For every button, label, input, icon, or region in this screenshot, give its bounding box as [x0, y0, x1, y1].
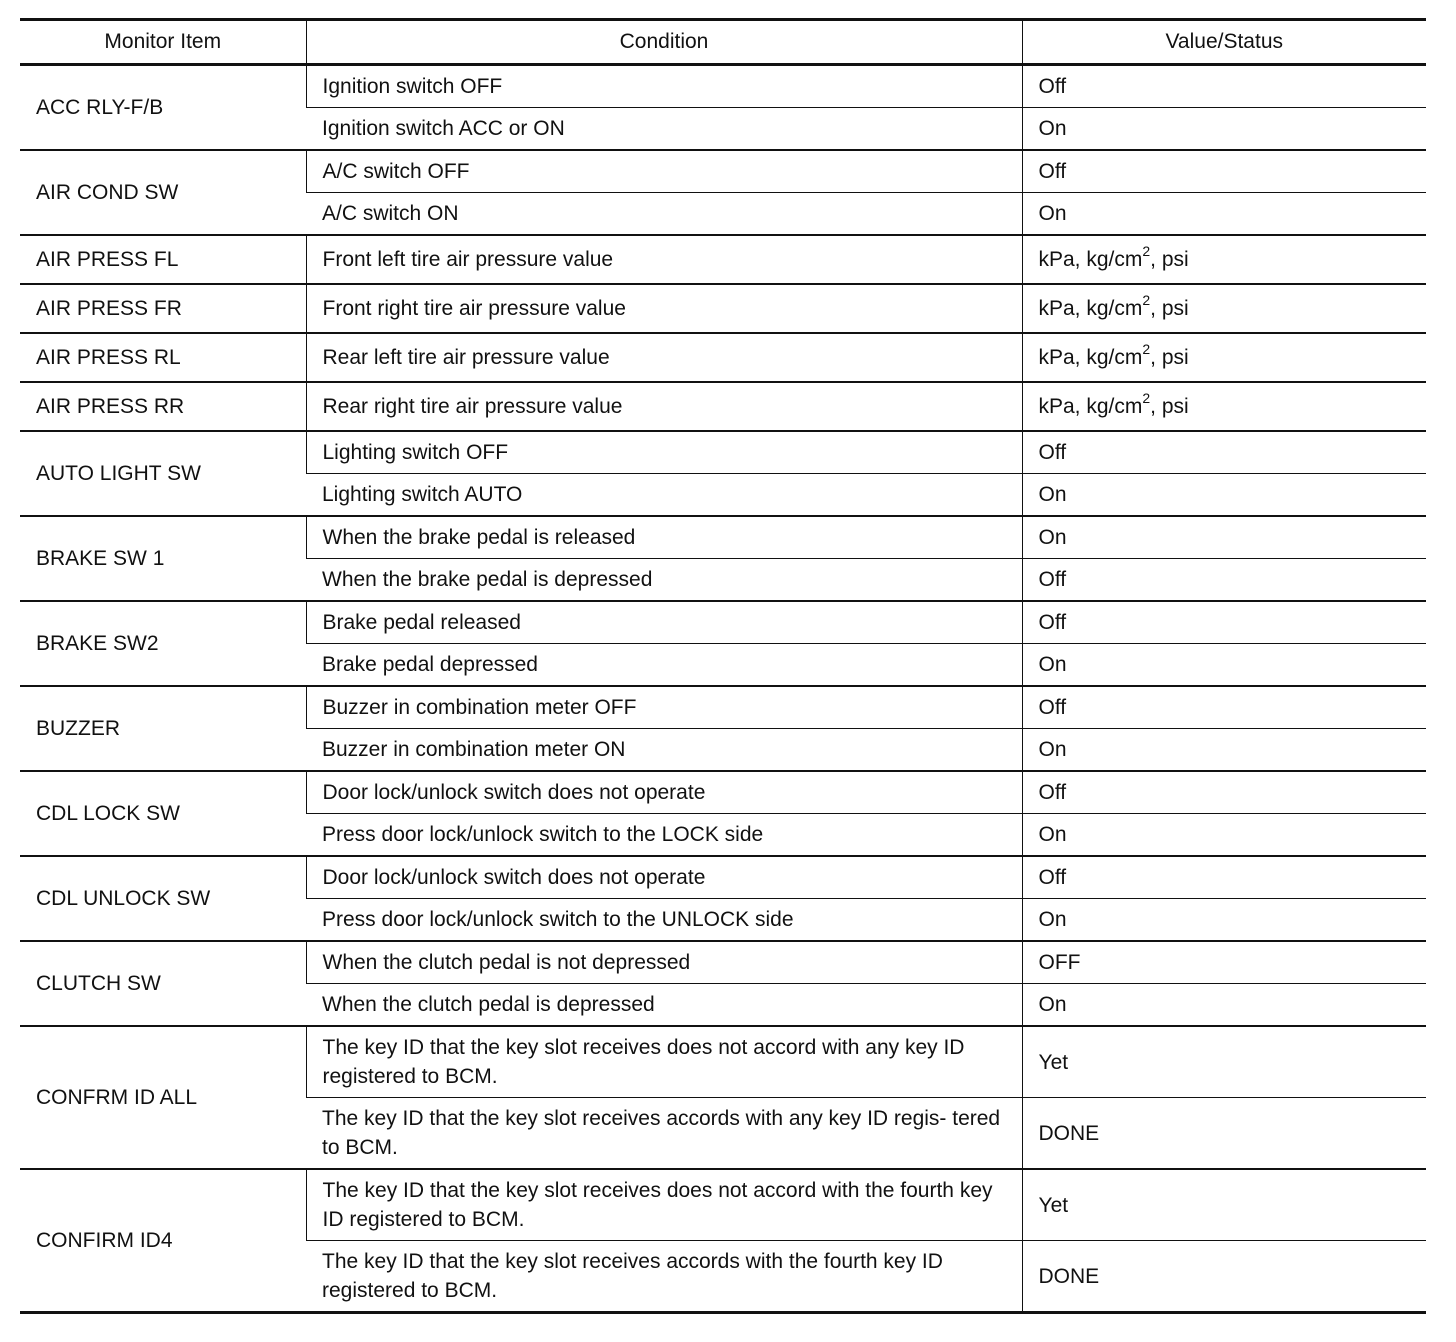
- pressure-unit-exponent: 2: [1142, 390, 1151, 406]
- condition-cell: Press door lock/unlock switch to the LOCK side: [306, 814, 1022, 857]
- value-cell: [1022, 284, 1426, 333]
- pressure-unit-exponent: 2: [1142, 243, 1151, 259]
- table-row: [20, 65, 1426, 108]
- table-row: [20, 516, 1426, 559]
- pressure-unit-exponent: 2: [1142, 292, 1151, 308]
- condition-cell: When the brake pedal is released: [306, 516, 1022, 559]
- condition-cell: The key ID that the key slot receives accords with any key ID regis- tered to BCM.: [306, 1098, 1022, 1170]
- condition-cell: A/C switch ON: [306, 193, 1022, 236]
- table-row: [20, 235, 1426, 284]
- table-row: [20, 856, 1426, 899]
- condition-cell: When the brake pedal is depressed: [306, 559, 1022, 602]
- condition-cell: Ignition switch ACC or ON: [306, 108, 1022, 151]
- table-row: [20, 601, 1426, 644]
- condition-cell: Brake pedal released: [306, 601, 1022, 644]
- pressure-unit-suffix: , psi: [1150, 346, 1189, 369]
- value-cell: On: [1022, 729, 1426, 772]
- value-cell: Off: [1022, 559, 1426, 602]
- table-row: [20, 1026, 1426, 1098]
- condition-cell: The key ID that the key slot receives accords with the fourth key ID registered to BCM.: [306, 1241, 1022, 1313]
- condition-cell: Buzzer in combination meter OFF: [306, 686, 1022, 729]
- pressure-unit-suffix: , psi: [1150, 248, 1189, 271]
- header-monitor-item: Monitor Item: [20, 20, 306, 65]
- pressure-unit-prefix: kPa, kg/cm: [1038, 297, 1143, 320]
- value-cell: Off: [1022, 601, 1426, 644]
- value-cell: Off: [1022, 771, 1426, 814]
- monitor-item-cell: CDL UNLOCK SW: [20, 856, 306, 941]
- value-cell: DONE: [1022, 1241, 1426, 1313]
- condition-cell: When the clutch pedal is not depressed: [306, 941, 1022, 984]
- value-cell: DONE: [1022, 1098, 1426, 1170]
- monitor-item-cell: AIR PRESS FL: [20, 235, 306, 284]
- value-cell: On: [1022, 814, 1426, 857]
- value-cell: [1022, 382, 1426, 431]
- monitor-item-cell: AIR COND SW: [20, 150, 306, 235]
- value-cell: On: [1022, 108, 1426, 151]
- pressure-unit-suffix: , psi: [1150, 395, 1189, 418]
- table-header-row: [20, 20, 1426, 65]
- monitor-item-cell: CLUTCH SW: [20, 941, 306, 1026]
- value-cell: OFF: [1022, 941, 1426, 984]
- monitor-item-cell: BUZZER: [20, 686, 306, 771]
- condition-cell: The key ID that the key slot receives does not accord with any key ID registered to BCM.: [306, 1026, 1022, 1098]
- header-condition: Condition: [306, 20, 1022, 65]
- condition-cell: Brake pedal depressed: [306, 644, 1022, 687]
- monitor-item-cell: AIR PRESS FR: [20, 284, 306, 333]
- condition-cell: Rear right tire air pressure value: [306, 382, 1022, 431]
- monitor-item-cell: AIR PRESS RR: [20, 382, 306, 431]
- header-value-status: Value/Status: [1022, 20, 1426, 65]
- value-cell: Off: [1022, 686, 1426, 729]
- monitor-item-cell: BRAKE SW2: [20, 601, 306, 686]
- pressure-unit-prefix: kPa, kg/cm: [1038, 346, 1143, 369]
- condition-cell: Ignition switch OFF: [306, 65, 1022, 108]
- table-row: [20, 150, 1426, 193]
- condition-cell: Front right tire air pressure value: [306, 284, 1022, 333]
- table-row: [20, 1169, 1426, 1241]
- value-cell: Yet: [1022, 1169, 1426, 1241]
- monitor-item-cell: AIR PRESS RL: [20, 333, 306, 382]
- table-row: [20, 941, 1426, 984]
- table-row: [20, 333, 1426, 382]
- monitor-item-cell: AUTO LIGHT SW: [20, 431, 306, 516]
- value-cell: On: [1022, 984, 1426, 1027]
- table-row: [20, 382, 1426, 431]
- value-cell: Yet: [1022, 1026, 1426, 1098]
- pressure-unit-suffix: , psi: [1150, 297, 1189, 320]
- table-row: [20, 686, 1426, 729]
- pressure-unit-exponent: 2: [1142, 341, 1151, 357]
- condition-cell: Lighting switch AUTO: [306, 474, 1022, 517]
- value-cell: On: [1022, 474, 1426, 517]
- condition-cell: A/C switch OFF: [306, 150, 1022, 193]
- condition-cell: When the clutch pedal is depressed: [306, 984, 1022, 1027]
- condition-cell: The key ID that the key slot receives does not accord with the fourth key ID registered to BCM.: [306, 1169, 1022, 1241]
- condition-cell: Buzzer in combination meter ON: [306, 729, 1022, 772]
- condition-cell: Door lock/unlock switch does not operate: [306, 856, 1022, 899]
- condition-cell: Door lock/unlock switch does not operate: [306, 771, 1022, 814]
- monitor-item-cell: CONFIRM ID4: [20, 1169, 306, 1313]
- monitor-table: [20, 18, 1426, 1314]
- value-cell: On: [1022, 193, 1426, 236]
- pressure-unit-prefix: kPa, kg/cm: [1038, 248, 1143, 271]
- value-cell: On: [1022, 899, 1426, 942]
- value-cell: [1022, 333, 1426, 382]
- condition-cell: Lighting switch OFF: [306, 431, 1022, 474]
- condition-cell: Front left tire air pressure value: [306, 235, 1022, 284]
- monitor-item-cell: ACC RLY-F/B: [20, 65, 306, 151]
- monitor-table-container: [20, 18, 1426, 1314]
- pressure-unit-prefix: kPa, kg/cm: [1038, 395, 1143, 418]
- value-cell: On: [1022, 644, 1426, 687]
- value-cell: [1022, 235, 1426, 284]
- monitor-item-cell: CDL LOCK SW: [20, 771, 306, 856]
- value-cell: Off: [1022, 431, 1426, 474]
- table-row: [20, 771, 1426, 814]
- condition-cell: Rear left tire air pressure value: [306, 333, 1022, 382]
- monitor-item-cell: CONFRM ID ALL: [20, 1026, 306, 1169]
- table-row: [20, 431, 1426, 474]
- condition-cell: Press door lock/unlock switch to the UNLOCK side: [306, 899, 1022, 942]
- monitor-item-cell: BRAKE SW 1: [20, 516, 306, 601]
- value-cell: On: [1022, 516, 1426, 559]
- value-cell: Off: [1022, 856, 1426, 899]
- value-cell: Off: [1022, 150, 1426, 193]
- value-cell: Off: [1022, 65, 1426, 108]
- table-row: [20, 284, 1426, 333]
